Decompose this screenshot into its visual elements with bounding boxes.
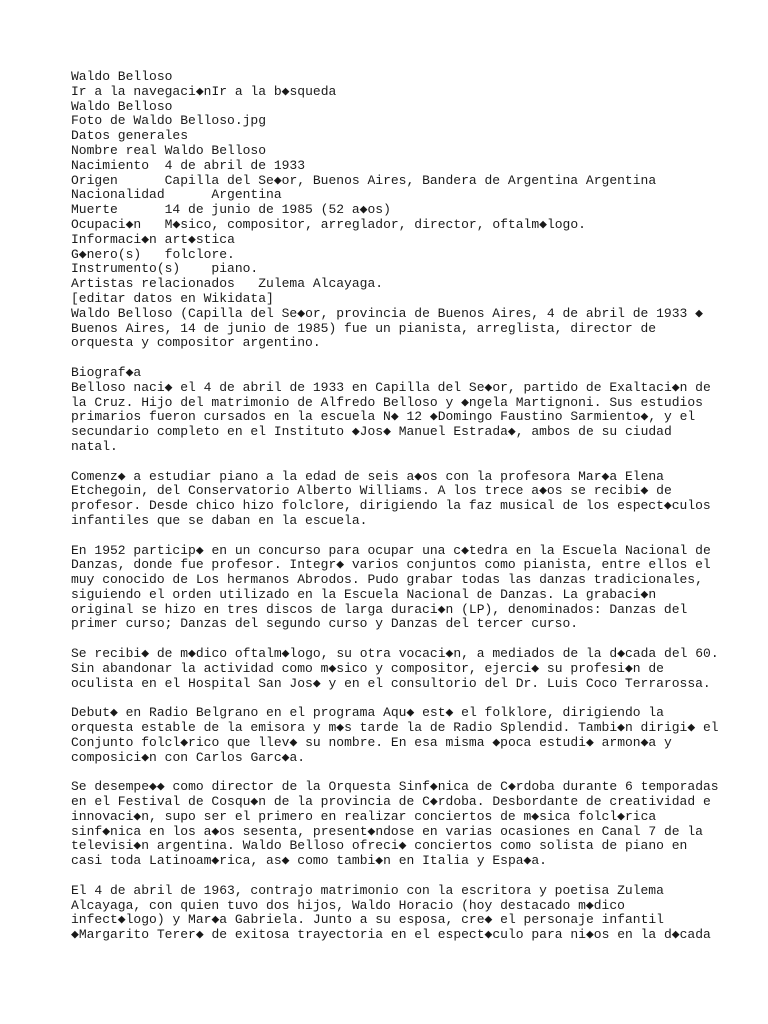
- paragraph-line: Belloso naci◆ el 4 de abril de 1933 en Capilla del Se◆or, partido de Exaltaci◆n de: [71, 379, 711, 395]
- paragraph-line: profesor. Desde chico hizo folclore, dirigiendo la faz musical de los espect◆culos: [71, 498, 711, 514]
- paragraph-line: Conjunto folcl◆rico que llev◆ su nombre. En esa misma ◆poca estudi◆ armon◆a y: [71, 734, 672, 750]
- paragraph-line: orquesta estable de la emisora y m◆s tarde la de Radio Splendid. Tambi◆n dirigi◆ el: [71, 720, 719, 736]
- paragraph-line: casi toda Latinoam◆rica, as◆ como tambi◆n en Italia y Espa◆a.: [71, 853, 547, 869]
- article-header: [71, 70, 761, 351]
- paragraph-line: la Cruz. Hijo del matrimonio de Alfredo Belloso y ◆ngela Martignoni. Sus estudios: [71, 394, 703, 410]
- infobox-row-genres: G◆nero(s) folclore.: [71, 246, 235, 262]
- paragraph-line: Etchegoin, del Conservatorio Alberto Williams. A los trece a◆os se recibi◆ de: [71, 483, 672, 499]
- skip-navigation-links[interactable]: Ir a la navegaci◆nIr a la b◆squeda: [71, 83, 337, 99]
- paragraph-line: siguiendo el orden utilizado en la Escuela Nacional de Danzas. La grabaci◆n: [71, 586, 657, 602]
- paragraph-line: Alcayaga, con quien tuvo dos hijos, Waldo Horacio (hoy destacado m◆dico: [71, 897, 625, 913]
- paragraph-line: infantiles que se daban en la escuela.: [71, 512, 368, 528]
- biography-paragraph: [71, 647, 761, 691]
- biography-body: [71, 381, 761, 943]
- paragraph-line: en el Festival de Cosqu◆n de la provincia de C◆rdoba. Desbordante de creatividad e: [71, 794, 711, 810]
- paragraph-line: primer curso; Danzas del segundo curso y Danzas del tercer curso.: [71, 616, 579, 632]
- paragraph-line: infect◆logo) y Mar◆a Gabriela. Junto a su esposa, cre◆ el personaje infantil: [71, 912, 664, 928]
- intro-line: Buenos Aires, 14 de junio de 1985) fue un pianista, arreglista, director de: [71, 320, 657, 336]
- section-heading-biography: Biograf◆a: [71, 364, 142, 380]
- paragraph-line: primarios fueron cursados en la escuela N◆ 12 ◆Domingo Faustino Sarmiento◆, y el: [71, 409, 696, 425]
- infobox-row-nationality: Nacionalidad Argentina: [71, 187, 282, 203]
- paragraph-line: Danzas, donde fue profesor. Integr◆ varios conjuntos como pianista, entre ellos el: [71, 557, 711, 573]
- paragraph-line: sinf◆nica en los a◆os sesenta, present◆ndose en varias ocasiones en Canal 7 de la: [71, 823, 703, 839]
- infobox-row-death: Muerte 14 de junio de 1985 (52 a◆os): [71, 202, 391, 218]
- infobox-row-origin: Origen Capilla del Se◆or, Buenos Aires, Bandera de Argentina Argentina: [71, 172, 657, 188]
- infobox-row-related-artists: Artistas relacionados Zulema Alcayaga.: [71, 276, 384, 292]
- intro-line: Waldo Belloso (Capilla del Se◆or, provincia de Buenos Aires, 4 de abril de 1933 ◆: [71, 305, 703, 321]
- infobox-row-instruments: Instrumento(s) piano.: [71, 261, 259, 277]
- paragraph-line: Sin abandonar la actividad como m◆sico y compositor, ejerci◆ su profesi◆n de: [71, 660, 664, 676]
- infobox-title: Waldo Belloso: [71, 98, 173, 114]
- paragraph-line: ◆Margarito Terer◆ de exitosa trayectoria en el espect◆culo para ni◆os en la d◆cada: [71, 927, 711, 943]
- biography-paragraph: [71, 884, 761, 943]
- biography-paragraph: [71, 780, 761, 869]
- paragraph-line: composici◆n con Carlos Garc◆a.: [71, 749, 306, 765]
- edit-wikidata-link[interactable]: [editar datos en Wikidata]: [71, 290, 274, 306]
- spacer: [71, 351, 761, 366]
- article-title: Waldo Belloso: [71, 69, 173, 84]
- biography-paragraph: [71, 544, 761, 633]
- paragraph-line: secundario completo en el Instituto ◆Jos◆ Manuel Estrada◆, ambos de su ciudad: [71, 424, 672, 440]
- biography-paragraph: [71, 470, 761, 529]
- paragraph-line: El 4 de abril de 1963, contrajo matrimonio con la escritora y poetisa Zulema: [71, 882, 664, 898]
- paragraph-line: innovaci◆n, supo ser el primero en realizar conciertos de m◆sica folcl◆rica: [71, 808, 657, 824]
- infobox-row-real-name: Nombre real Waldo Belloso: [71, 142, 267, 158]
- infobox-row-birth: Nacimiento 4 de abril de 1933: [71, 157, 306, 173]
- biography-paragraph: [71, 706, 761, 765]
- biography-paragraph: [71, 381, 761, 455]
- paragraph-line: oculista en el Hospital San Jos◆ y en el consultorio del Dr. Luis Coco Terrarossa.: [71, 675, 711, 691]
- paragraph-line: televisi◆n argentina. Waldo Belloso ofreci◆ conciertos como solista de piano en: [71, 838, 688, 854]
- infobox-section-general: Datos generales: [71, 128, 189, 144]
- infobox-row-occupation: Ocupaci◆n M◆sico, compositor, arreglador, director, oftalm◆logo.: [71, 216, 586, 232]
- paragraph-line: En 1952 particip◆ en un concurso para ocupar una c◆tedra en la Escuela Nacional de: [71, 542, 711, 558]
- paragraph-line: natal.: [71, 438, 118, 454]
- infobox-section-artistic: Informaci◆n art◆stica: [71, 231, 235, 247]
- paragraph-line: Debut◆ en Radio Belgrano en el programa Aqu◆ est◆ el folklore, dirigiendo la: [71, 705, 664, 721]
- intro-line: orquesta y compositor argentino.: [71, 335, 321, 351]
- document-page: [71, 70, 761, 958]
- paragraph-line: Se recibi◆ de m◆dico oftalm◆logo, su otra vocaci◆n, a mediados de la d◆cada del 60.: [71, 646, 719, 662]
- paragraph-line: Comenz◆ a estudiar piano a la edad de seis a◆os con la profesora Mar◆a Elena: [71, 468, 664, 484]
- paragraph-line: Se desempe◆◆ como director de la Orquesta Sinf◆nica de C◆rdoba durante 6 temporadas: [71, 779, 719, 795]
- paragraph-line: muy conocido de Los hermanos Abrodos. Pudo grabar todas las danzas tradicionales,: [71, 572, 703, 588]
- paragraph-line: original se hizo en tres discos de larga duraci◆n (LP), denominados: Danzas del: [71, 601, 688, 617]
- infobox-photo-caption: Foto de Waldo Belloso.jpg: [71, 113, 267, 129]
